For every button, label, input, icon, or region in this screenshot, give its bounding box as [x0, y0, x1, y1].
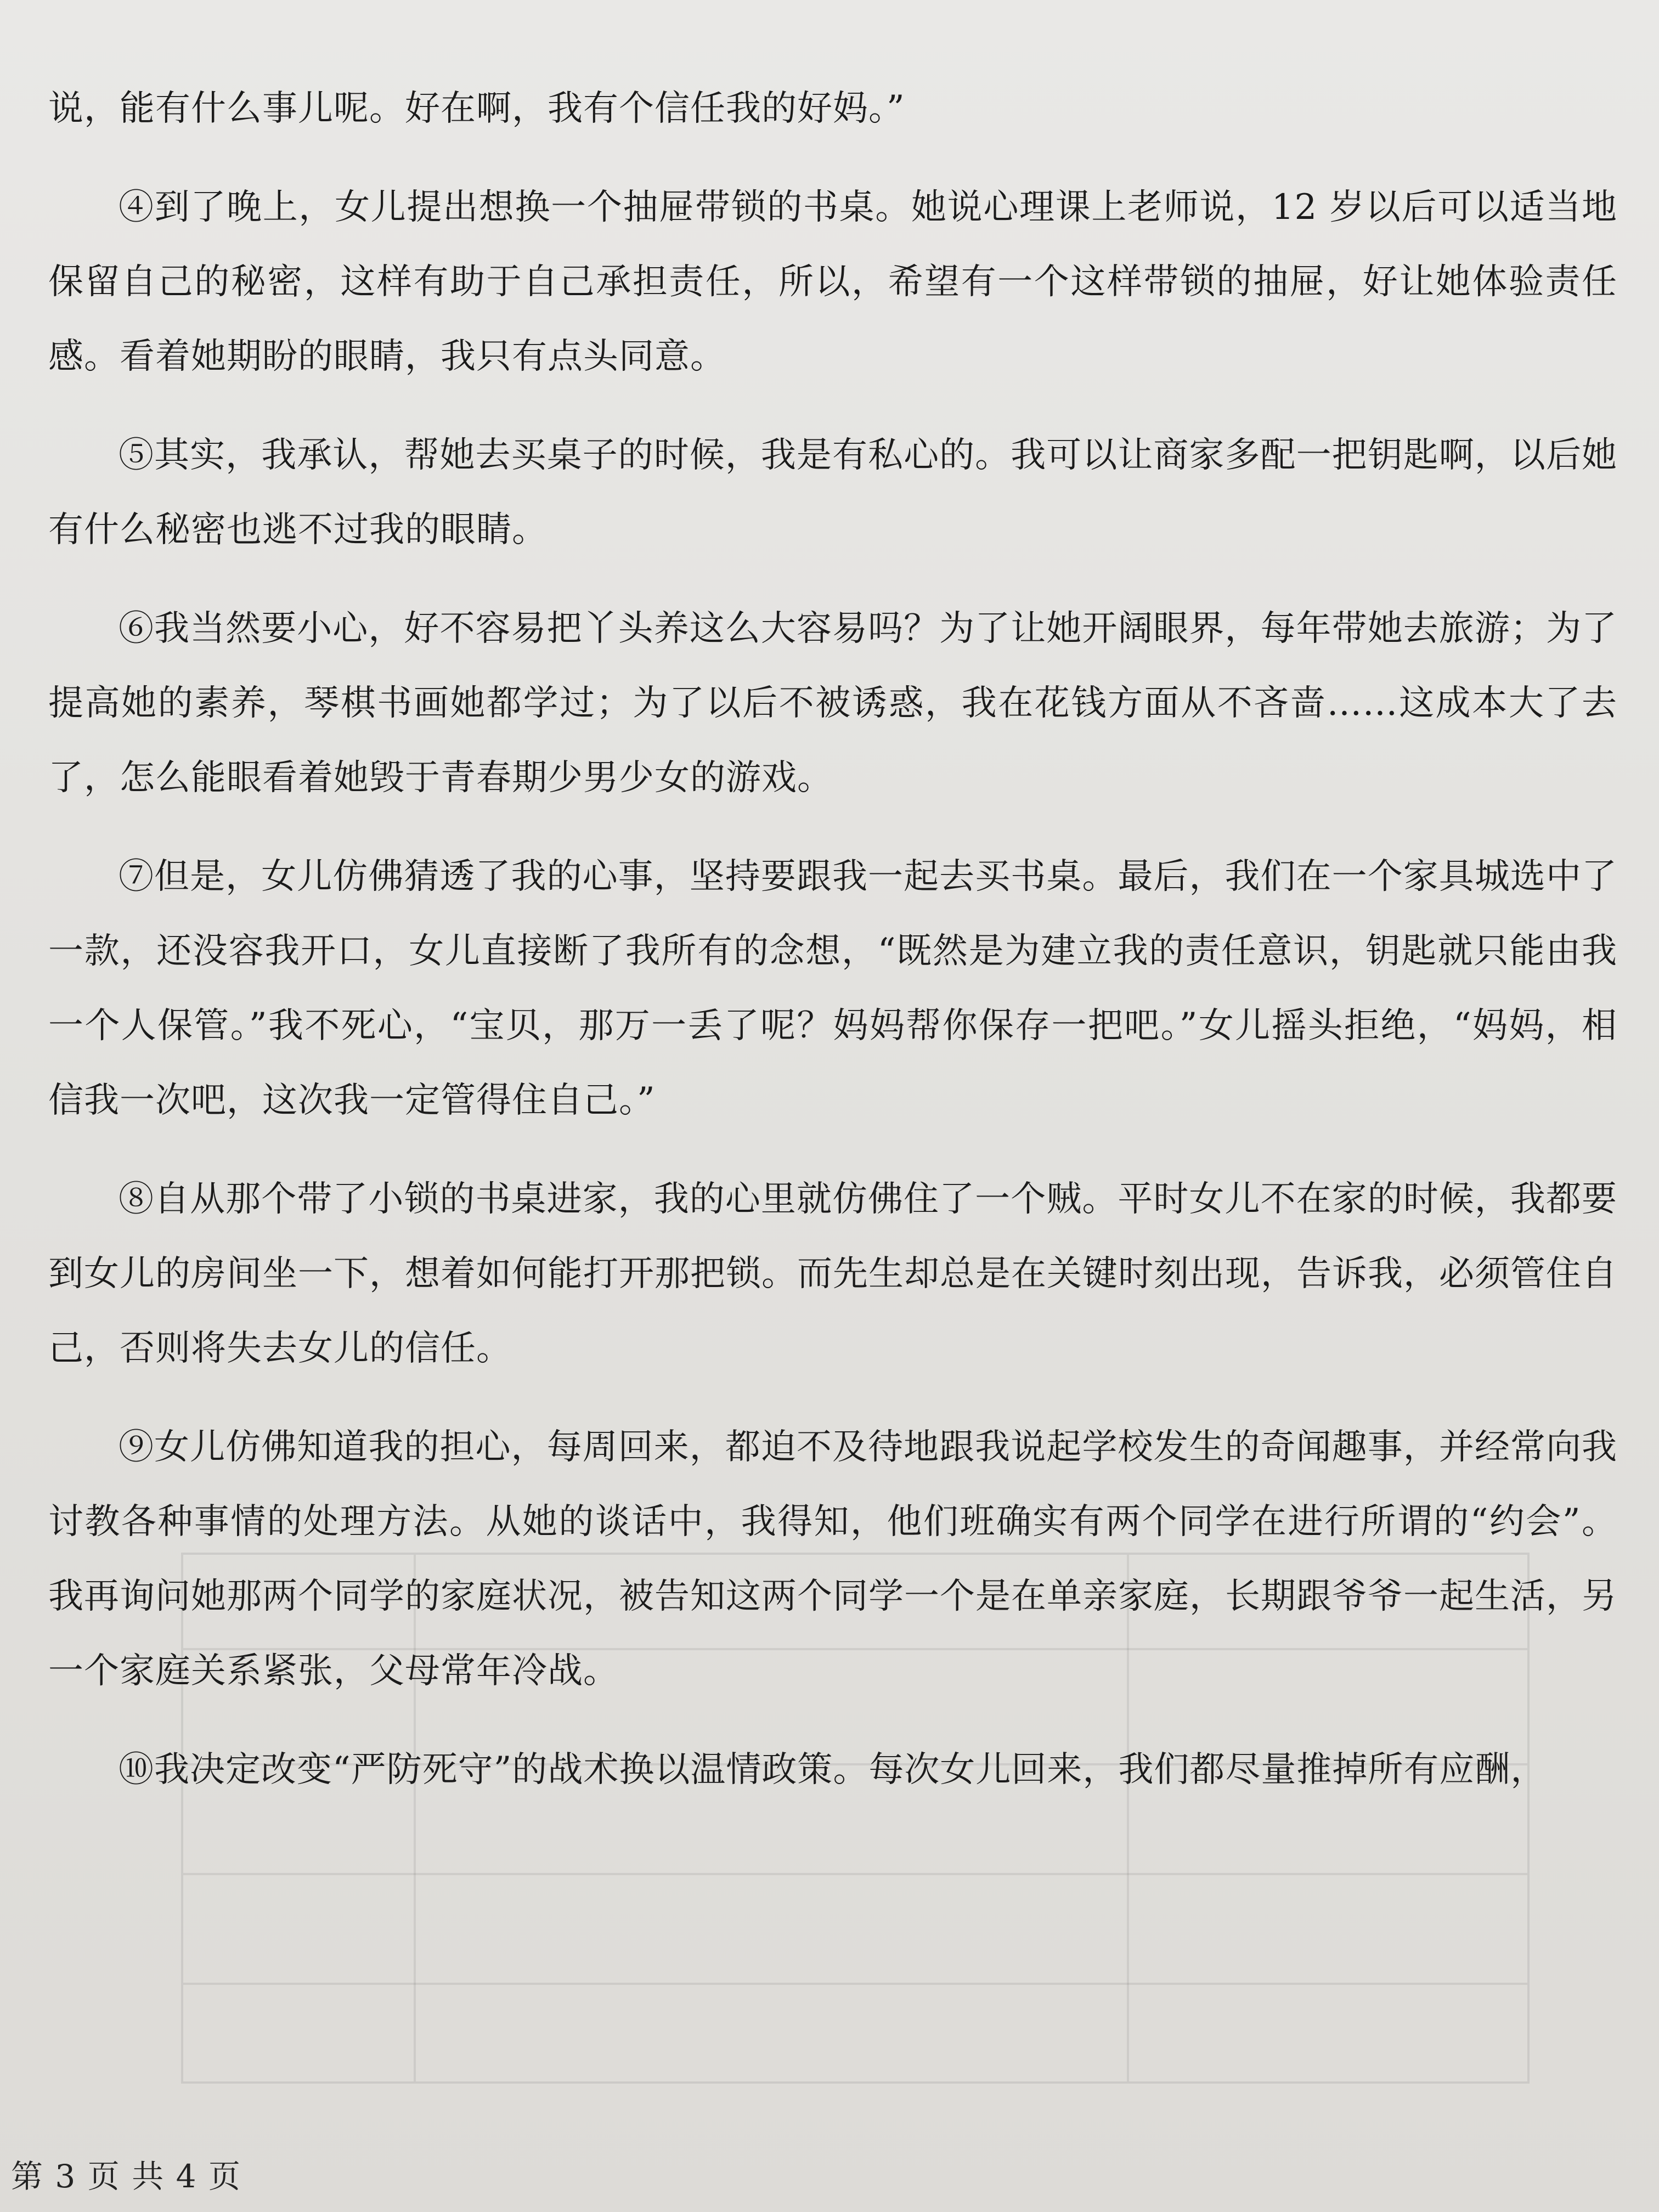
article-body: [48, 71, 1617, 1807]
bleed-through-row: [183, 1873, 1527, 1875]
paragraph-10: ⑩我决定改变“严防死守”的战术换以温情政策。每次女儿回来，我们都尽量推掉所有应酬，: [119, 1750, 1547, 1790]
paragraph-7: ⑦但是，女儿仿佛猜透了我的心事，坚持要跟我一起去买书桌。最后，我们在一个家具城选中了一款，还没容我开口，女儿直接断了我所有的念想，“既然是为建立我的责任意识，钥匙就只能由我一个人保管。”我不死心，“宝贝，那万一丢了呢？妈妈帮你保存一把吧。”女儿摇头拒绝，“妈妈，相信我一次吧，这次我一定管得住自己。”: [48, 856, 1617, 1121]
paragraph-6: ⑥我当然要小心，好不容易把丫头养这么大容易吗？为了让她开阔眼界，每年带她去旅游；为了提高她的素养，琴棋书画她都学过；为了以后不被诱惑，我在花钱方面从不吝啬……这成本大了去了，怎么能眼看着她毁于青春期少男少女的游戏。: [48, 608, 1617, 798]
paragraph-8: ⑧自从那个带了小锁的书桌进家，我的心里就仿佛住了一个贼。平时女儿不在家的时候，我都要到女儿的房间坐一下，想着如何能打开那把锁。而先生却总是在关键时刻出现，告诉我，必须管住自己，否则将失去女儿的信任。: [48, 1179, 1617, 1369]
paragraph-continued: 说，能有什么事儿呢。好在啊，我有个信任我的好妈。”: [48, 88, 905, 129]
page-number-footer: 第 3 页 共 4 页: [11, 2158, 241, 2195]
paragraph-4: ④到了晚上，女儿提出想换一个抽屉带锁的书桌。她说心理课上老师说，12 岁以后可以适当地保留自己的秘密，这样有助于自己承担责任，所以，希望有一个这样带锁的抽屉，好让她体验责任感。看着她期盼的眼睛，我只有点头同意。: [48, 187, 1617, 377]
paragraph-9: ⑨女儿仿佛知道我的担心，每周回来，都迫不及待地跟我说起学校发生的奇闻趣事，并经常向我讨教各种事情的处理方法。从她的谈话中，我得知，他们班确实有两个同学在进行所谓的“约会”。我再询问她那两个同学的家庭状况，被告知这两个同学一个是在单亲家庭，长期跟爷爷一起生活，另一个家庭关系紧张，父母常年冷战。: [48, 1427, 1617, 1691]
paragraph-5: ⑤其实，我承认，帮她去买桌子的时候，我是有私心的。我可以让商家多配一把钥匙啊，以后她有什么秘密也逃不过我的眼睛。: [48, 435, 1617, 550]
bleed-through-row: [183, 1983, 1527, 1985]
